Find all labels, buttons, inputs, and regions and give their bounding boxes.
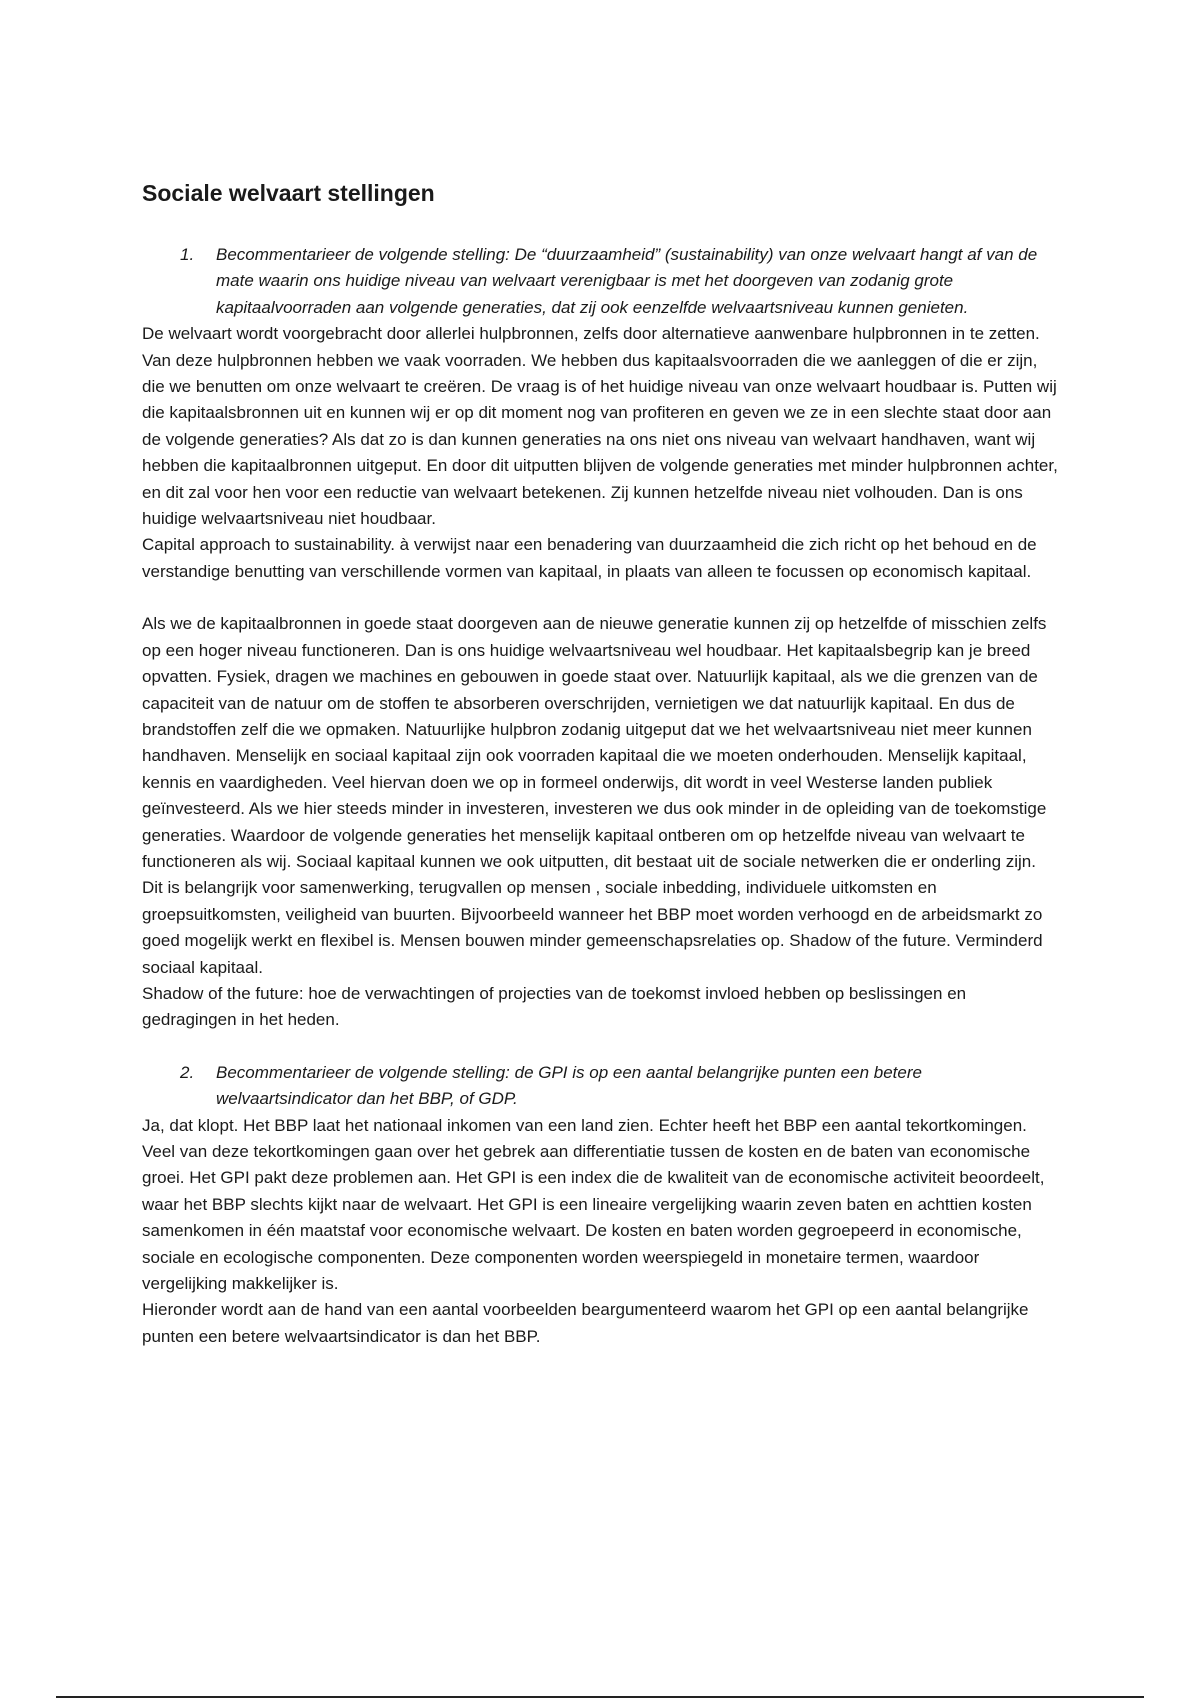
document-title: Sociale welvaart stellingen: [142, 180, 435, 206]
answer-paragraph: Als we de kapitaalbronnen in goede staat doorgeven aan de nieuwe generatie kunnen zij op hetzelfde of misschien zelfs op een hoger niveau functioneren. Dan is ons huidige welvaartsniveau wel houdbaar. Het kapitaalsbegrip kan je breed opvatten. Fysiek, dragen we machines en gebouwen in goede staat over. Natuurlijk kapitaal, als we die grenzen van de capaciteit van de natuur om de stoffen te absorberen overschrijden, vernietigen we dat natuurlijk kapitaal. En dus de brandstoffen zelf die we opmaken. Natuurlijke hulpbron zodanig uitgeput dat we het welvaartsniveau niet meer kunnen handhaven. Menselijk en sociaal kapitaal zijn ook voorraden kapitaal die we moeten onderhouden. Menselijk kapitaal, kennis en vaardigheden. Veel hiervan doen we op in formeel onderwijs, dit wordt in veel Westerse landen publiek geïnvesteerd. Als we hier steeds minder in investeren, investeren we dus ook minder in de opleiding van de toekomstige generaties. Waardoor de volgende generaties het menselijk kapitaal ontberen om op hetzelfde niveau van welvaart te functioneren als wij. Sociaal kapitaal kunnen we ook uitputten, dit bestaat uit de sociale netwerken die er onderling zijn. Dit is belangrijk voor samenwerking, terugvallen op mensen , sociale inbedding, individuele uitkomsten en groepsuitkomsten, veiligheid van buurten. Bijvoorbeeld wanneer het BBP moet worden verhoogd en de arbeidsmarkt zo goed mogelijk werkt en flexibel is. Mensen bouwen minder gemeenschapsrelaties op. Shadow of the future. Verminderd sociaal kapitaal.: [142, 614, 1047, 977]
answer-paragraph: Ja, dat klopt. Het BBP laat het nationaal inkomen van een land zien. Echter heeft het BBP een aantal tekortkomingen. Veel van deze tekortkomingen gaan over het gebrek aan differentiatie tussen de kosten en de baten van economische groei. Het GPI pakt deze problemen aan. Het GPI is een index die de kwaliteit van de economische activiteit beoordeelt, waar het BBP slechts kijkt naar de welvaart. Het GPI is een lineaire vergelijking waarin zeven baten en achttien kosten samenkomen in één maatstaf voor economische welvaart. De kosten en baten worden gegroepeerd in economische, sociale en ecologische componenten. Deze componenten worden weerspiegeld in monetaire termen, waardoor vergelijking makkelijker is.: [142, 1115, 1045, 1294]
answer-paragraph: Shadow of the future: hoe de verwachtingen of projecties van de toekomst invloed hebben op beslissingen en gedragingen in het heden.: [142, 983, 967, 1030]
question-1: [180, 242, 1058, 321]
answer-paragraph: Capital approach to sustainability. à verwijst naar een benadering van duurzaamheid die zich richt op het behoud en de verstandige benutting van verschillende vormen van kapitaal, in plaats van alleen te focussen op economisch kapitaal.: [142, 535, 1037, 581]
answer-paragraph: De welvaart wordt voorgebracht door allerlei hulpbronnen, zelfs door alternatieve aanwenbare hulpbronnen in te zetten. Van deze hulpbronnen hebben we vaak voorraden. We hebben dus kapitaalsvoorraden die we aanleggen of die er zijn, die we benutten om onze welvaart te creëren. De vraag is of het huidige niveau van onze welvaart houdbaar is. Putten wij die kapitaalsbronnen uit en kunnen wij er op dit moment nog van profiteren en geven we ze in een slechte staat door aan de volgende generaties? Als dat zo is dan kunnen generaties na ons niet ons niveau van welvaart handhaven, want wij hebben die kapitaalbronnen uitgeput. En door dit uitputten blijven de volgende generaties met minder hulpbronnen achter, en dit zal voor hen voor een reductie van welvaart betekenen. Zij kunnen hetzelfde niveau niet volhouden. Dan is ons huidige welvaartsniveau niet houdbaar.: [142, 324, 1058, 529]
document-page: [142, 178, 1058, 1350]
question-number: 2.: [180, 1062, 195, 1082]
paragraph-spacer: [142, 585, 1058, 611]
answer-paragraph: Hieronder wordt aan de hand van een aantal voorbeelden beargumenteerd waarom het GPI op een aantal belangrijke punten een betere welvaartsindicator is dan het BBP.: [142, 1300, 1029, 1346]
page-bottom-rule: [56, 1696, 1144, 1698]
question-text: Becommentarieer de volgende stelling: De “duurzaamheid” (sustainability) van onze welvaart hangt af van de mate waarin ons huidige niveau van welvaart verenigbaar is met het doorgeven van zodanig grote kapitaalvoorraden aan volgende generaties, dat zij ook eenzelfde welvaartsniveau kunnen genieten.: [216, 245, 1038, 317]
question-text: Becommentarieer de volgende stelling: de GPI is op een aantal belangrijke punten een betere welvaartsindicator dan het BBP, of GDP.: [216, 1062, 922, 1109]
section-spacer: [142, 1034, 1058, 1060]
question-2: [180, 1060, 1058, 1113]
question-number: 1.: [180, 245, 195, 264]
